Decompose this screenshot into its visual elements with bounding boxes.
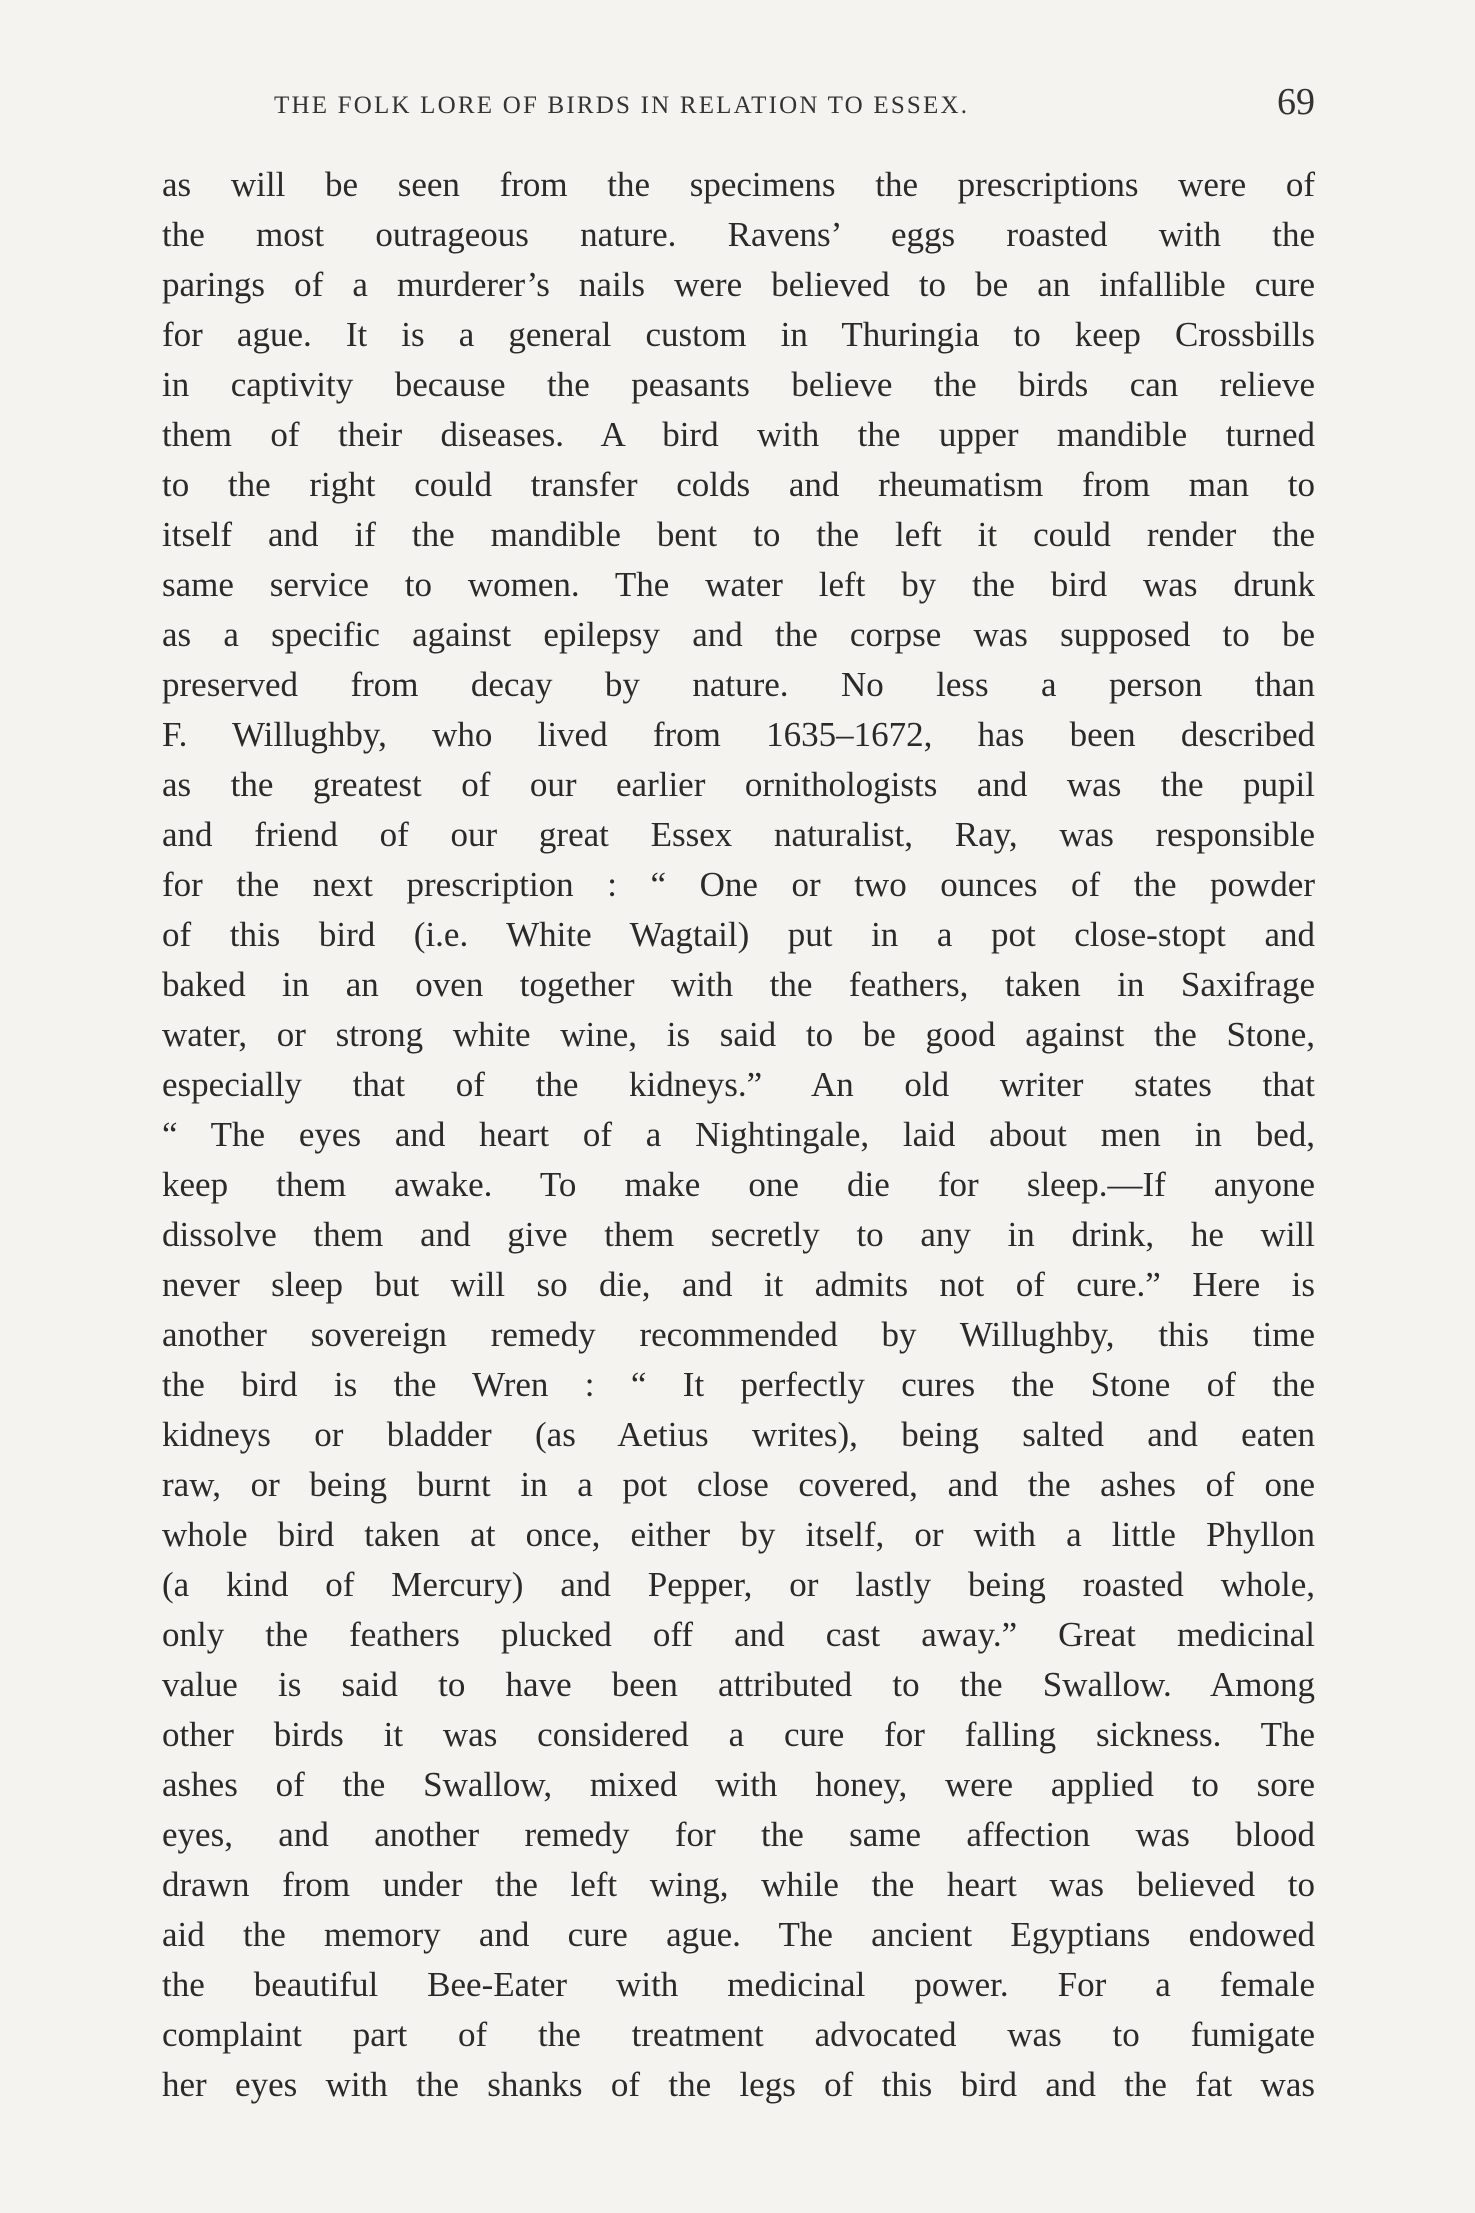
text-line: dissolve them and give them secretly to any in drink, he will bbox=[162, 1215, 1315, 1254]
text-line: as a specific against epilepsy and the corpse was supposed to be bbox=[162, 615, 1315, 654]
text-line: aid the memory and cure ague. The ancient Egyptians endowed bbox=[162, 1915, 1315, 1954]
text-line: and friend of our great Essex naturalist, Ray, was responsible bbox=[162, 815, 1315, 854]
text-line: itself and if the mandible bent to the left it could render the bbox=[162, 515, 1315, 554]
text-line: drawn from under the left wing, while the heart was believed to bbox=[162, 1865, 1315, 1904]
text-line: especially that of the kidneys.” An old writer states that bbox=[162, 1065, 1315, 1104]
text-line: never sleep but will so die, and it admits not of cure.” Here is bbox=[162, 1265, 1315, 1304]
text-line: eyes, and another remedy for the same affection was blood bbox=[162, 1815, 1315, 1854]
text-line: as the greatest of our earlier ornithologists and was the pupil bbox=[162, 765, 1315, 804]
text-line: for the next prescription : “ One or two ounces of the powder bbox=[162, 865, 1315, 904]
text-line: “ The eyes and heart of a Nightingale, laid about men in bed, bbox=[162, 1115, 1315, 1154]
running-title: THE FOLK LORE OF BIRDS IN RELATION TO ESSEX. bbox=[274, 92, 970, 119]
text-line: other birds it was considered a cure for falling sickness. The bbox=[162, 1715, 1315, 1754]
text-line: in captivity because the peasants believe the birds can relieve bbox=[162, 365, 1315, 404]
text-line: only the feathers plucked off and cast away.” Great medicinal bbox=[162, 1615, 1315, 1654]
text-line: value is said to have been attributed to the Swallow. Among bbox=[162, 1665, 1315, 1704]
text-line: keep them awake. To make one die for sleep.—If anyone bbox=[162, 1165, 1315, 1204]
text-line: as will be seen from the specimens the prescriptions were of bbox=[162, 165, 1315, 204]
text-line: another sovereign remedy recommended by Willughby, this time bbox=[162, 1315, 1315, 1354]
text-line: F. Willughby, who lived from 1635–1672, has been described bbox=[162, 715, 1315, 754]
text-line: the beautiful Bee-Eater with medicinal power. For a female bbox=[162, 1965, 1315, 2004]
text-line: them of their diseases. A bird with the upper mandible turned bbox=[162, 415, 1315, 454]
text-line: her eyes with the shanks of the legs of this bird and the fat was bbox=[162, 2065, 1315, 2104]
text-line: complaint part of the treatment advocated was to fumigate bbox=[162, 2015, 1315, 2054]
text-line: ashes of the Swallow, mixed with honey, were applied to sore bbox=[162, 1765, 1315, 1804]
text-line: kidneys or bladder (as Aetius writes), being salted and eaten bbox=[162, 1415, 1315, 1454]
text-line: raw, or being burnt in a pot close covered, and the ashes of one bbox=[162, 1465, 1315, 1504]
text-line: the most outrageous nature. Ravens’ eggs roasted with the bbox=[162, 215, 1315, 254]
text-line: the bird is the Wren : “ It perfectly cures the Stone of the bbox=[162, 1365, 1315, 1404]
text-line: (a kind of Mercury) and Pepper, or lastly being roasted whole, bbox=[162, 1565, 1315, 1604]
text-line: parings of a murderer’s nails were believed to be an infallible cure bbox=[162, 265, 1315, 304]
text-line: for ague. It is a general custom in Thuringia to keep Crossbills bbox=[162, 315, 1315, 354]
text-line: of this bird (i.e. White Wagtail) put in a pot close-stopt and bbox=[162, 915, 1315, 954]
text-line: same service to women. The water left by the bird was drunk bbox=[162, 565, 1315, 604]
text-line: water, or strong white wine, is said to be good against the Stone, bbox=[162, 1015, 1315, 1054]
text-line: whole bird taken at once, either by itself, or with a little Phyllon bbox=[162, 1515, 1315, 1554]
text-line: baked in an oven together with the feathers, taken in Saxifrage bbox=[162, 965, 1315, 1004]
running-head bbox=[162, 80, 1315, 130]
text-line: preserved from decay by nature. No less a person than bbox=[162, 665, 1315, 704]
text-line: to the right could transfer colds and rheumatism from man to bbox=[162, 465, 1315, 504]
page-number: 69 bbox=[1277, 81, 1315, 123]
body-text bbox=[162, 160, 1315, 2110]
